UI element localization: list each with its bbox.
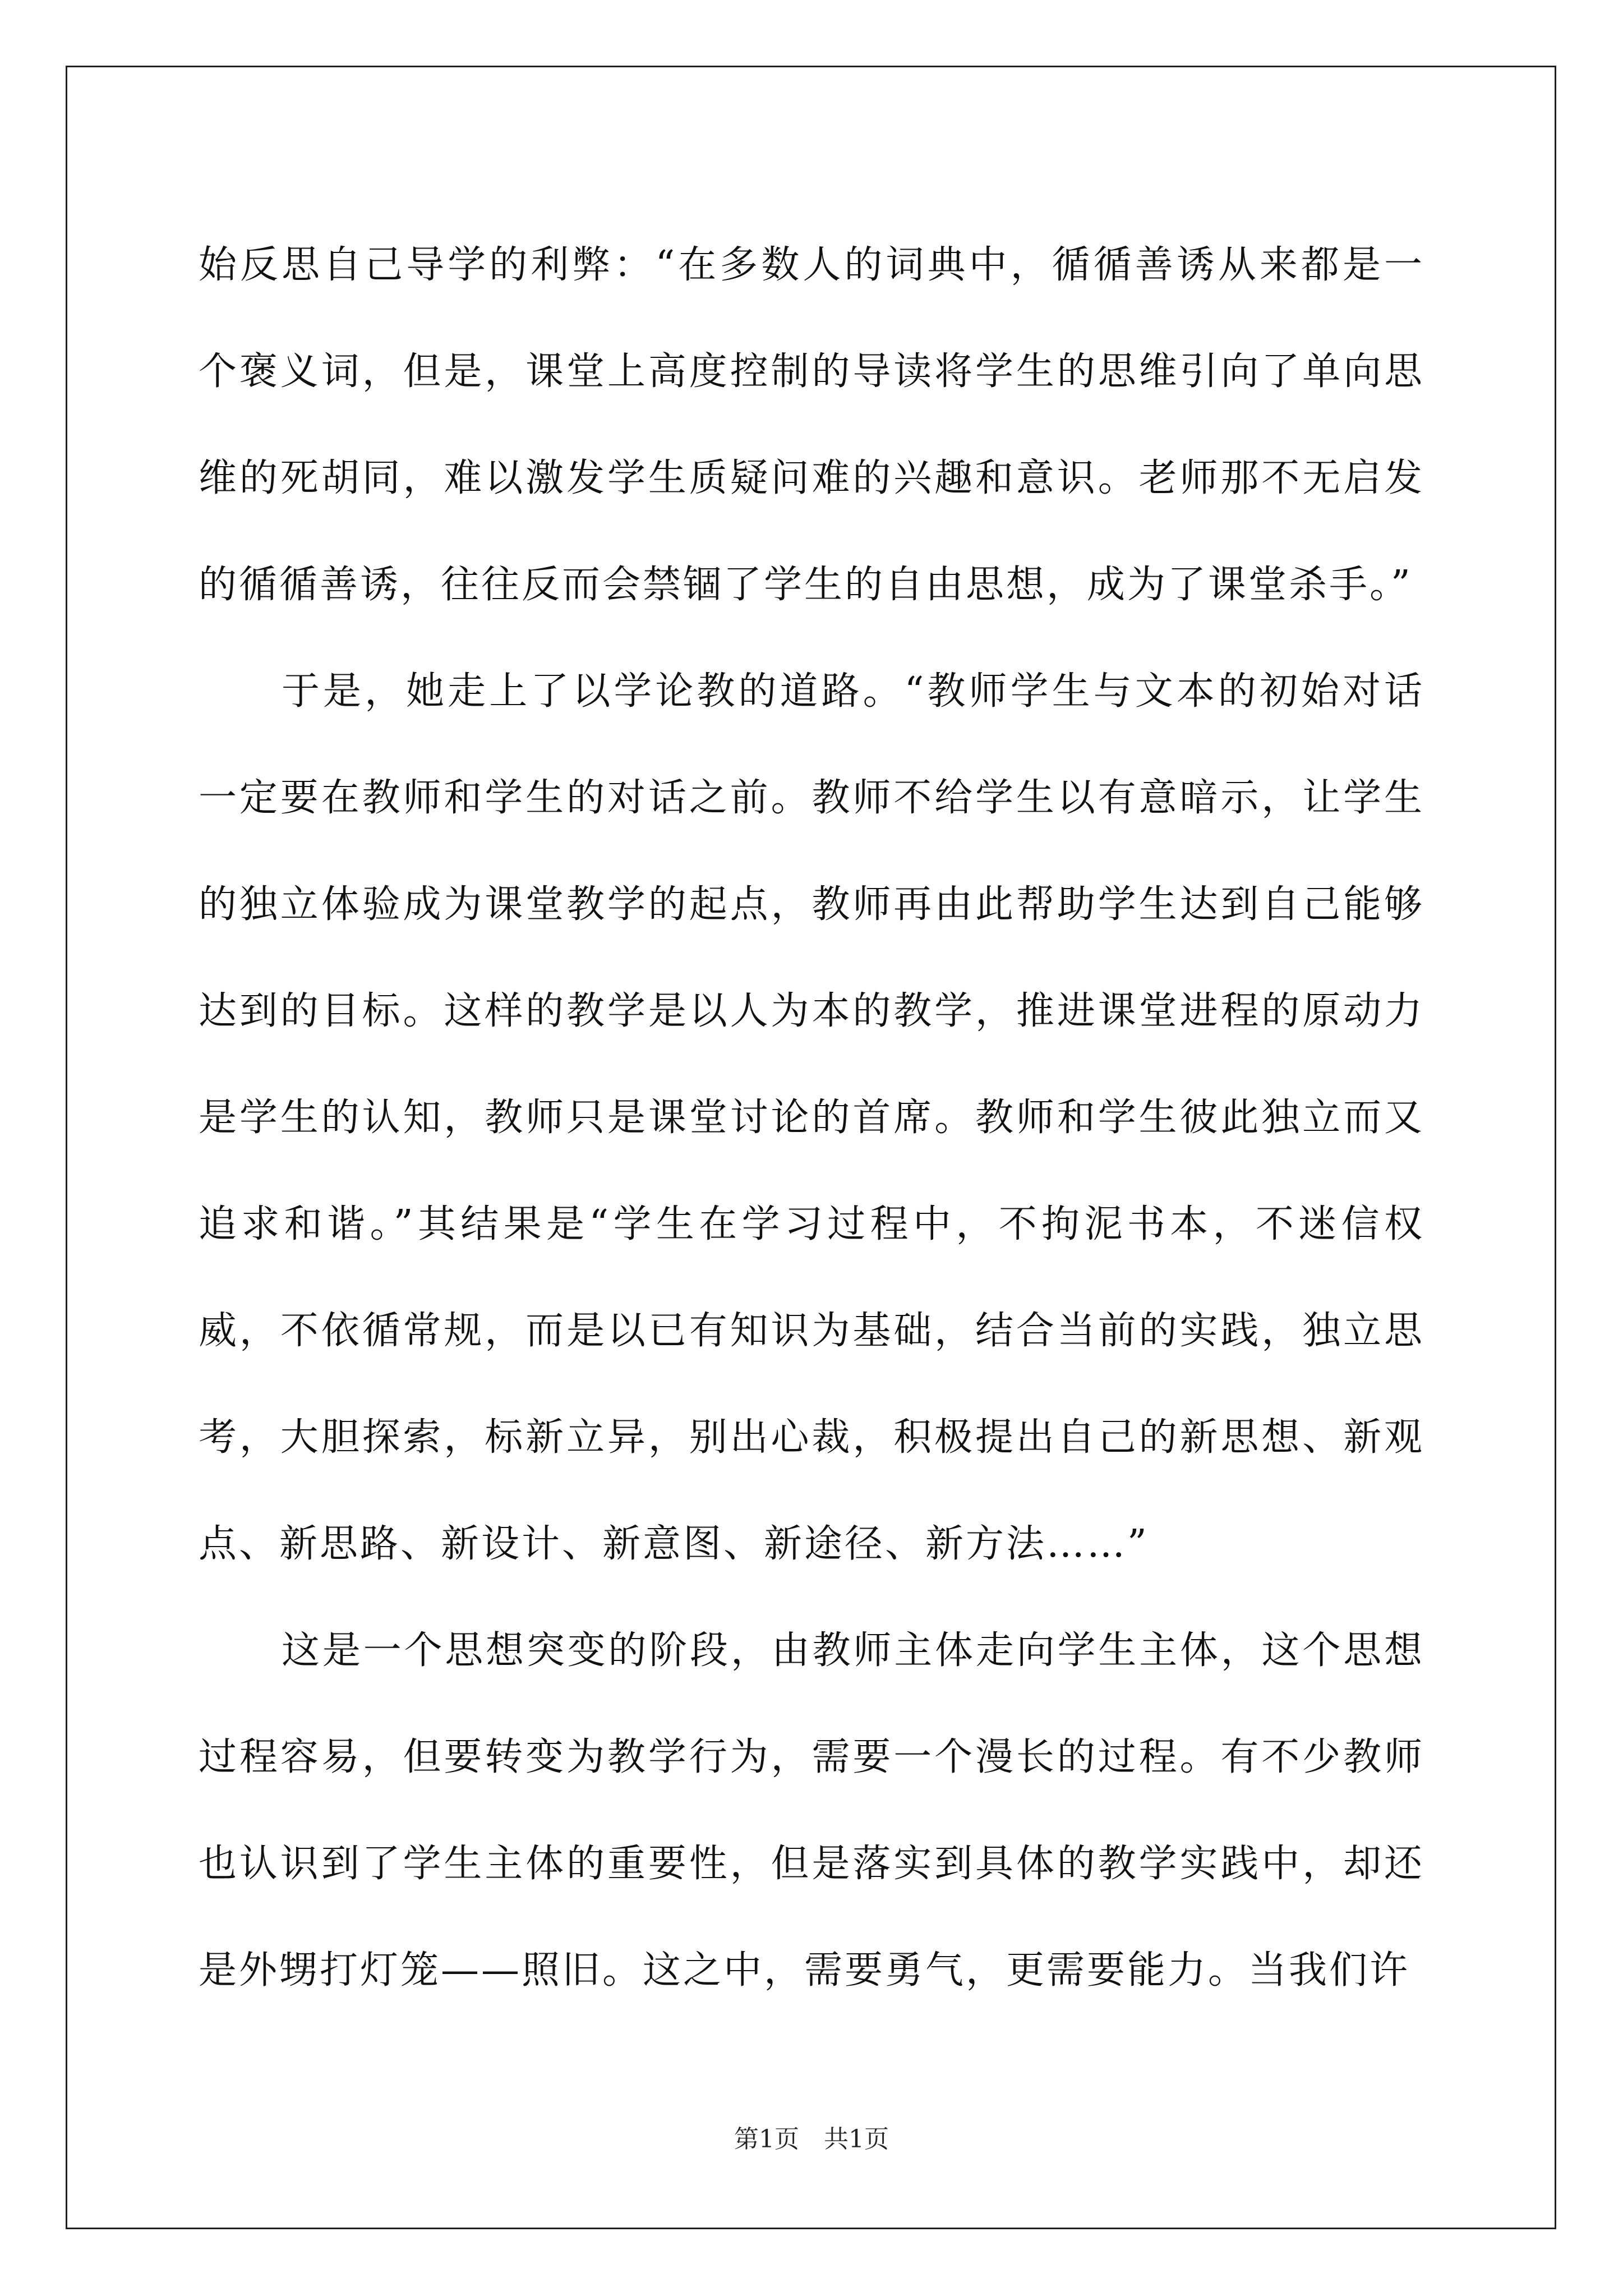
paragraph-1: 始反思自己导学的利弊：“在多数人的词典中，循循善诱从来都是一个褒义词，但是，课堂上高度控制的导读将学生的思维引向了单向思维的死胡同，难以激发学生质疑问难的兴趣和意识。老师那不无启发的循循善诱，往往反而会禁锢了学生的自由思想，成为了课堂杀手。”: [199, 243, 1424, 607]
paragraph-2: 于是，她走上了以学论教的道路。“教师学生与文本的初始对话一定要在教师和学生的对话之前。教师不给学生以有意暗示，让学生的独立体验成为课堂教学的起点，教师再由此帮助学生达到自己能够达到的目标。这样的教学是以人为本的教学，推进课堂进程的原动力是学生的认知，教师只是课堂讨论的首席。教师和学生彼此独立而又追求和谐。”其结果是“学生在学习过程中，不拘泥书本，不迷信权威，不依循常规，而是以已有知识为基础，结合当前的实践，独立思考，大胆探索，标新立异，别出心裁，积极提出自己的新思想、新观点、新思路、新设计、新意图、新途径、新方法……”: [199, 669, 1425, 1566]
paragraph-3: 这是一个思想突变的阶段，由教师主体走向学生主体，这个思想过程容易，但要转变为教学行为，需要一个漫长的过程。有不少教师也认识到了学生主体的重要性，但是落实到具体的教学实践中，却还是外甥打灯笼——照旧。这之中，需要勇气，更需要能力。当我们许: [199, 1628, 1424, 1993]
page-number-footer: 第1页 共1页: [734, 2125, 889, 2154]
document-body: [199, 212, 1424, 2024]
